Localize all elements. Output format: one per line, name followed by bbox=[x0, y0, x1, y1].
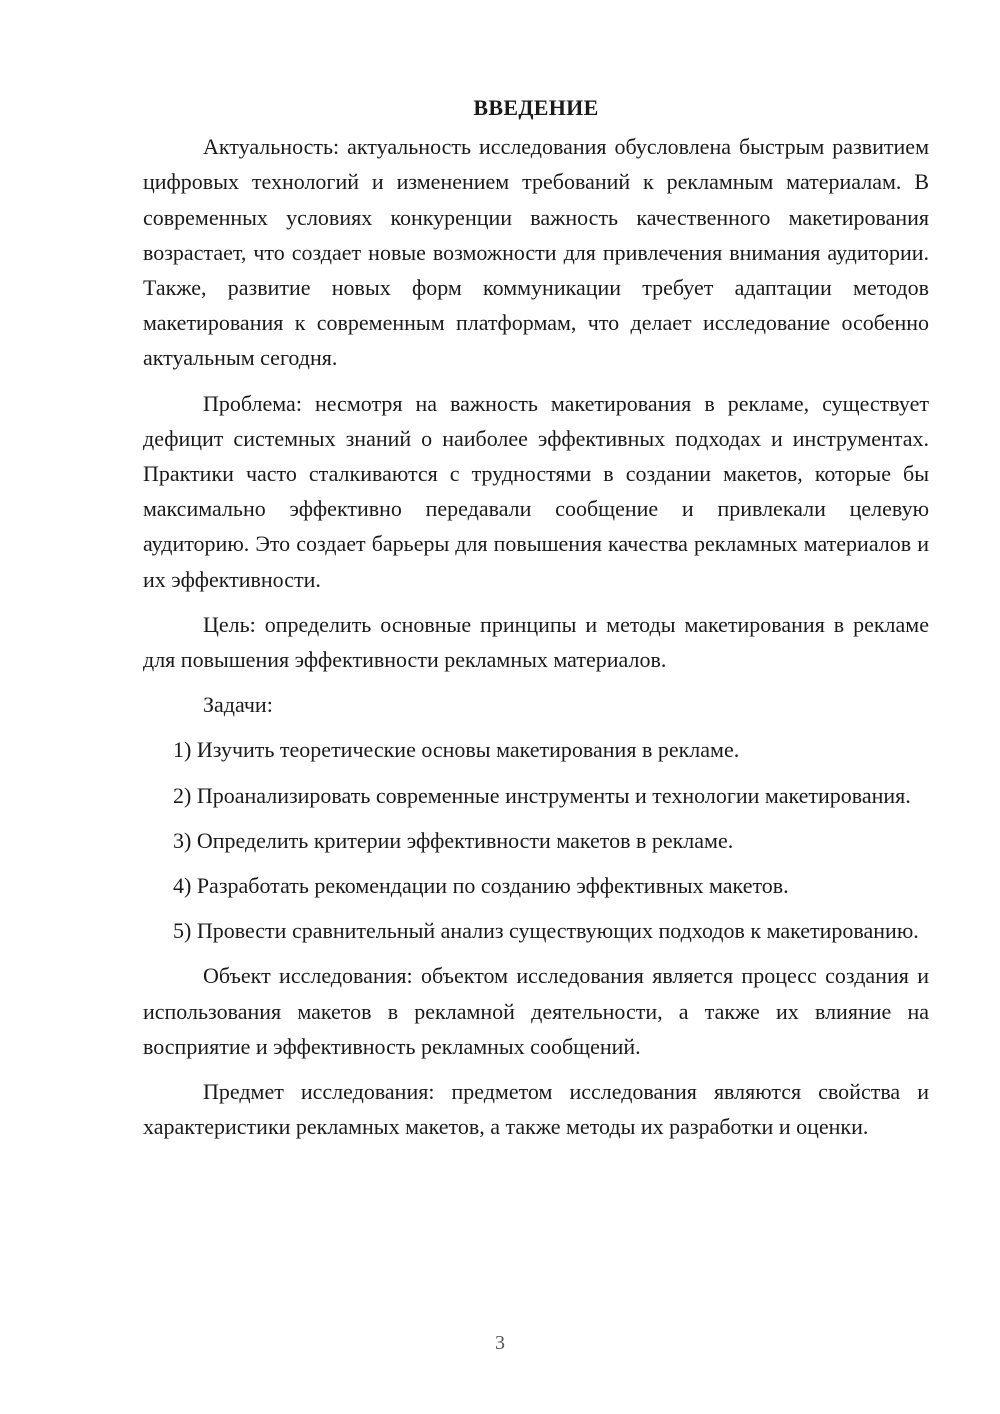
task-item-1: 1) Изучить теоретические основы макетирования в рекламе. bbox=[173, 737, 740, 763]
section-title: ВВЕДЕНИЕ bbox=[473, 95, 599, 120]
problem-paragraph: Проблема: несмотря на важность макетирования в рекламе, существует дефицит системных знаний о наиболее эффективных подходах и инструментах. Практики часто сталкиваются с трудностями в создании макетов, которые бы максимально эффективно передавали сообщение и привлекали целевую аудиторию. Это создает барьеры для повышения качества рекламных материалов и их эффективности. bbox=[143, 390, 929, 592]
goal-paragraph: Цель: определить основные принципы и методы макетирования в рекламе для повышения эффективности рекламных материалов. bbox=[143, 611, 929, 673]
tasks-heading: Задачи: bbox=[203, 692, 273, 718]
subject-paragraph: Предмет исследования: предметом исследования являются свойства и характеристики рекламных макетов, а также методы их разработки и оценки. bbox=[143, 1079, 929, 1140]
page-number: 3 bbox=[495, 1332, 505, 1354]
document-page bbox=[143, 90, 929, 1154]
object-paragraph: Объект исследования: объектом исследования является процесс создания и использования макетов в рекламной деятельности, а также их влияние на восприятие и эффективность рекламных сообщений. bbox=[143, 963, 929, 1059]
task-item-5: 5) Провести сравнительный анализ существующих подходов к макетированию. bbox=[173, 918, 919, 944]
relevance-paragraph: Актуальность: актуальность исследования обусловлена быстрым развитием цифровых технологий и изменением требований к рекламным материалам. В современных условиях конкуренции важность качественного макетирования возрастает, что создает новые возможности для привлечения внимания аудитории. Также, развитие новых форм коммуникации требует адаптации методов макетирования к современным платформам, что делает исследование особенно актуальным сегодня. bbox=[143, 134, 929, 371]
task-item-2: 2) Проанализировать современные инструменты и технологии макетирования. bbox=[173, 782, 911, 808]
task-item-3: 3) Определить критерии эффективности макетов в рекламе. bbox=[173, 827, 734, 853]
task-item-4: 4) Разработать рекомендации по созданию эффективных макетов. bbox=[173, 873, 789, 899]
